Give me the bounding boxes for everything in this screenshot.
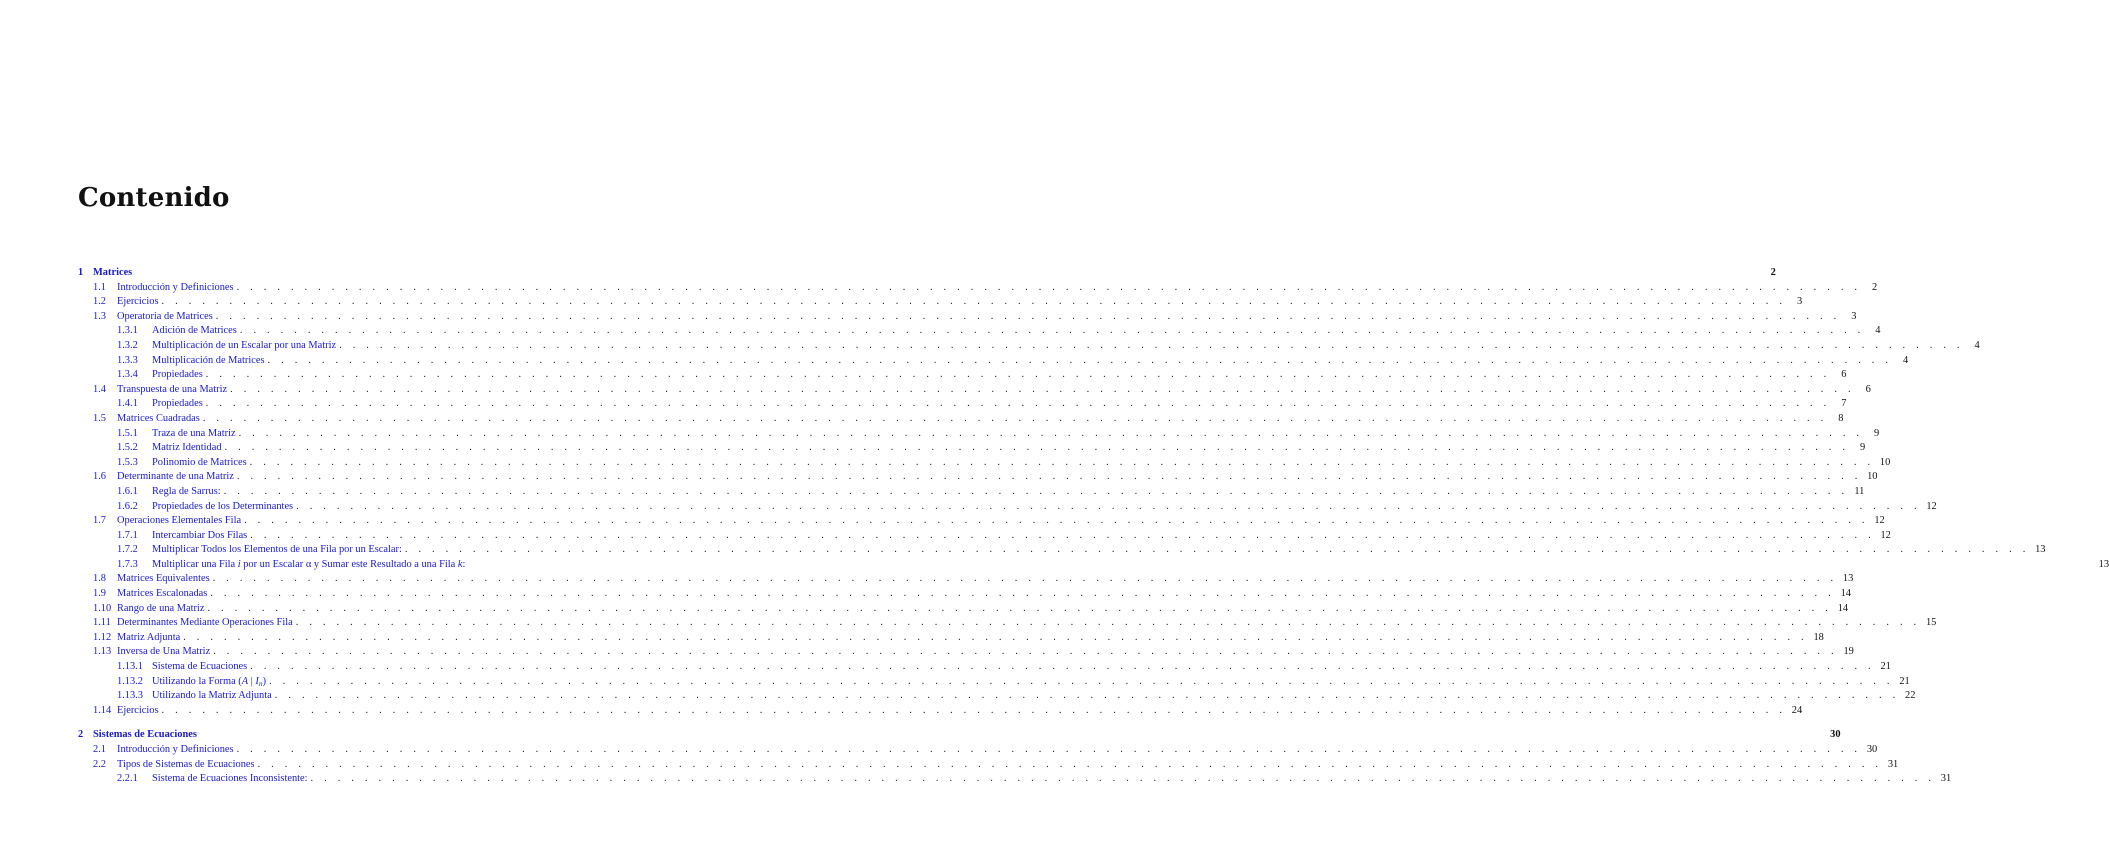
toc-entry-title: Introducción y Definiciones [117,281,234,293]
toc-entry-page: 3 [1796,296,1803,308]
toc-entry-number: 1.5.3 [117,456,138,468]
dot-leader: . . . . . . . . . . . . . . . . . . . . . . . . . . . . . . . . . . . . . . . . . . . . . . . . . . . . . . . . . . . . . . . . . . . . . . . . . . . . . . . . . . . . . . . . . . . . . . . . . . . . . . . . . . . . . . . . . . . . . . . . [161,296,1787,308]
toc-entry-title: Matriz Adjunta [117,631,181,643]
toc-entry-page: 9 [1859,442,1866,454]
dot-leader: . . . . . . . . . . . . . . . . . . . . . . . . . . . . . . . . . . . . . . . . . . . . . . . . . . . . . . . . . . . . . . . . . . . . . . . . . . . . . . . . . . . . . . . . . . . . . . . . . . . . . . . . . . . . . . . . . . . . . . . . [207,602,1833,614]
toc-entry-page: 8 [1838,412,1844,424]
toc-section-entry[interactable] [78,368,1847,383]
toc-section-entry[interactable] [78,441,1866,456]
toc-entry-title: Propiedades [152,369,203,381]
toc-entry-page: 24 [1791,704,1803,716]
toc-title-part: por un Escalar α y Sumar este Resultado a una Fila [240,558,458,570]
dot-leader: . . . . . . . . . . . . . . . . . . . . . . . . . . . . . . . . . . . . . . . . . . . . . . . . . . . . . . . . . . . . . . . . . . . . . . . . . . . . . . . . . . . . . . . . . . . . . . . . . . . . . . . . . . . . . . . . . . . . . . . . [205,369,1831,381]
dot-leader: . . . . . . . . . . . . . . . . . . . . . . . . . . . . . . . . . . . . . . . . . . . . . . . . . . . . . . . . . . . . . . . . . . . . . . . . . . . . . . . . . . . . . . . . . . . . . . . . . . . . . . . . . . . . . . . . . . . . . . . . [250,529,1875,541]
toc-section-entry[interactable] [78,704,1803,719]
toc-entry-title: Operaciones Elementales Fila [117,515,242,527]
toc-entry-page: 12 [1874,515,1885,527]
toc-section-entry[interactable] [78,281,1878,296]
toc-section-entry[interactable] [78,412,1844,427]
toc-title-part: i [237,558,241,570]
dot-leader: . . . . . . . . . . . . . . . . . . . . . . . . . . . . . . . . . . . . . . . . . . . . . . . . . . . . . . . . . . . . . . . . . . . . . . . . . . . . . . . . . . . . . . . . . . . . . . . . . . . . . . . . . . . . . . . . . . . . . . . . [404,544,2030,556]
toc-entry-page: 13 [2098,558,2109,570]
toc-entry-page: 13 [1842,573,1854,585]
toc-entry-title: Matrices Cuadradas [117,412,200,424]
toc-section-entry[interactable] [78,514,1885,529]
toc-entry-number: 1.13.2 [117,675,143,687]
toc-entry-title: Sistema de Ecuaciones [152,661,248,673]
toc-entry-title: Inversa de Una Matriz [117,646,211,658]
toc-entry-number: 1.7.1 [117,529,138,541]
toc-entry-number: 1.3.3 [117,354,138,366]
toc-entry-title: Multiplicar Todos los Elementos de una Fila por un Escalar: [152,544,402,556]
dot-leader: . . . . . . . . . . . . . . . . . . . . . . . . . . . . . . . . . . . . . . . . . . . . . . . . . . . . . . . . . . . . . . . . . . . . . . . . . . . . . . . . . . . . . . . . . . . . . . . . . . . . . . . . . . . . . . . . . . . . . . . . [215,310,1841,322]
toc-entry-title: Transpuesta de una Matriz [117,383,228,395]
dot-leader: . . . . . . . . . . . . . . . . . . . . . . . . . . . . . . . . . . . . . . . . . . . . . . . . . . . . . . . . . . . . . . . . . . . . . . . . . . . . . . . . . . . . . . . . . . . . . . . . . . . . . . . . . . . . . . . . . . . . . . . . [202,412,1828,424]
toc-entry-number: 1.6 [93,471,106,483]
dot-leader: . . . . . . . . . . . . . . . . . . . . . . . . . . . . . . . . . . . . . . . . . . . . . . . . . . . . . . . . . . . . . . . . . . . . . . . . . . . . . . . . . . . . . . . . . . . . . . . . . . . . . . . . . . . . . . . . . . . . . . . . [236,744,1862,755]
toc-entry-page: 13 [2035,544,2046,556]
toc-section-entry[interactable] [78,660,1891,675]
toc-entry-title: Matrices Escalonadas [117,588,208,600]
toc-entry-page: 15 [1925,617,1937,629]
toc-entry-page: 14 [1837,602,1849,614]
toc-entry-number: 1.7.2 [117,544,138,556]
dot-leader: . . . . . . . . . . . . . . . . . . . . . . . . . . . . . . . . . . . . . . . . . . . . . . . . . . . . . . . . . . . . . . . . . . . . . . . . . . . . . . . . . . . . . . . . . . . . . . . . . . . . . . . . . . . . . . . . . . . . . . . . [249,456,1875,468]
toc-section-entry[interactable] [78,310,1857,325]
toc-title-part: : [462,558,466,570]
toc-entry-page: 30 [1866,744,1878,755]
toc-entry-number: 1.13.3 [117,690,143,702]
toc-section-entry[interactable] [78,616,1937,631]
toc-entry-title: Multiplicación de Matrices [152,354,265,366]
toc-entry-title: Ejercicios [117,704,159,716]
toc-entry-page: 4 [1902,354,1909,366]
toc-section-entry[interactable] [78,743,1878,758]
toc-entry-title: Traza de una Matriz [152,427,236,439]
toc-entry-page: 7 [1841,398,1847,410]
toc-entry-number: 1.9 [93,588,106,600]
toc-section-entry[interactable] [78,689,1916,704]
toc-section-entry[interactable] [78,645,1854,660]
toc-entry-title: Utilizando la Matriz Adjunta [152,690,272,702]
dot-leader: . . . . . . . . . . . . . . . . . . . . . . . . . . . . . . . . . . . . . . . . . . . . . . . . . . . . . . . . . . . . . . . . . . . . . . . . . . . . . . . . . . . . . . . . . . . . . . . . . . . . . . . . . . . . . . . . . . . . . . . . [310,773,1936,785]
toc-section-entry[interactable] [78,758,1899,773]
toc-section-entry[interactable] [78,572,1854,587]
dot-leader: . . . . . . . . . . . . . . . . . . . . . . . . . . . . . . . . . . . . . . . . . . . . . . . . . . . . . . . . . . . . . . . . . . . . . . . . . . . . . . . . . . . . . . . . . . . . . . . . . . . . . . . . . . . . . . . . . . . . . . . . [296,500,1921,512]
toc-entry-title: Matrices [93,267,133,278]
toc-entry-title: Tipos de Sistemas de Ecuaciones [117,758,255,770]
toc-section-entry[interactable] [78,295,1803,310]
toc-title-part: n [258,678,263,688]
toc-entry-number: 1.11 [93,617,111,629]
toc-entry-page: 6 [1841,369,1847,381]
toc-entry-number: 1.7.3 [117,558,138,570]
toc-entry-page: 31 [1887,758,1899,770]
toc-entry-number: 1.3.1 [117,325,138,337]
toc-entry-number: 1.7 [93,515,106,527]
dot-leader: . . . . . . . . . . . . . . . . . . . . . . . . . . . . . . . . . . . . . . . . . . . . . . . . . . . . . . . . . . . . . . . . . . . . . . . . . . . . . . . . . . . . . . . . . . . . . . . . . . . . . . . . . . . . . . . . . . . . . . . . [269,675,1894,687]
dot-leader: . . . . . . . . . . . . . . . . . . . . . . . . . . . . . . . . . . . . . . . . . . . . . . . . . . . . . . . . . . . . . . . . . . . . . . . . . . . . . . . . . . . . . . . . . . . . . . . . . . . . . . . . . . . . . . . . . . . . . . . . [236,471,1862,483]
toc-entry-page: 14 [1840,588,1851,600]
toc-title-part: k [457,558,463,570]
toc-section-entry[interactable] [78,485,1865,500]
table-of-contents [78,266,2109,787]
toc-entry-page: 4 [1875,325,1881,337]
toc-entry-page: 9 [1874,427,1880,439]
toc-entry-number: 1.5 [93,412,106,424]
toc-section-entry[interactable] [78,500,1937,515]
toc-entry-title [152,558,468,573]
toc-section-entry[interactable] [78,543,2046,558]
toc-entry-number: 1.5.2 [117,442,138,454]
toc-entry-number: 2.2.1 [117,773,138,785]
toc-entry-number: 1.2 [93,296,106,308]
dot-leader: . . . . . . . . . . . . . . . . . . . . . . . . . . . . . . . . . . . . . . . . . . . . . . . . . . . . . . . . . . . . . . . . . . . . . . . . . . . . . . . . . . . . . . . . . . . . . . . . . . . . . . . . . . . . . . . . . . . . . . . . [295,617,1921,629]
toc-entry-title: Sistemas de Ecuaciones [93,729,197,741]
dot-leader: . . . . . . . . . . . . . . . . . . . . . . . . . . . . . . . . . . . . . . . . . . . . . . . . . . . . . . . . . . . . . . . . . . . . . . . . . . . . . . . . . . . . . . . . . . . . . . . . . . . . . . . . . . . . . . . . . . . . . . . . [267,354,1893,366]
dot-leader: . . . . . . . . . . . . . . . . . . . . . . . . . . . . . . . . . . . . . . . . . . . . . . . . . . . . . . . . . . . . . . . . . . . . . . . . . . . . . . . . . . . . . . . . . . . . . . . . . . . . . . . . . . . . . . . . . . . . . . . . [205,398,1831,410]
toc-entry-number: 1.12 [93,631,112,643]
dot-leader: . . . . . . . . . . . . . . . . . . . . . . . . . . . . . . . . . . . . . . . . . . . . . . . . . . . . . . . . . . . . . . . . . . . . . . . . . . . . . . . . . . . . . . . . . . . . . . . . . . . . . . . . . . . . . . . . . . . . . . . . [339,339,1964,351]
toc-section-entry[interactable] [78,772,1952,787]
toc-entry-page: 21 [1899,675,1910,687]
toc-entry-title: Intercambiar Dos Filas [152,529,248,541]
dot-leader: . . . . . . . . . . . . . . . . . . . . . . . . . . . . . . . . . . . . . . . . . . . . . . . . . . . . . . . . . . . . . . . . . . . . . . . . . . . . . . . . . . . . . . . . . . . . . . . . . . . . . . . . . . . . . . . . . . . . . . . . [238,427,1864,439]
dot-leader: . . . . . . . . . . . . . . . . . . . . . . . . . . . . . . . . . . . . . . . . . . . . . . . . . . . . . . . . . . . . . . . . . . . . . . . . . . . . . . . . . . . . . . . . . . . . . . . . . . . . . . . . . . . . . . . . . . . . . . . . [257,758,1883,770]
toc-title-part: Multiplicar una Fila [152,558,238,570]
toc-entry-title: Matrices Equivalentes [117,573,210,585]
toc-section-entry[interactable] [78,354,1909,369]
toc-title-part: Utilizando la Forma ( [152,675,242,687]
dot-leader: . . . . . . . . . . . . . . . . . . . . . . . . . . . . . . . . . . . . . . . . . . . . . . . . . . . . . . . . . . . . . . . . . . . . . . . . . . . . . . . . . . . . . . . . . . . . . . . . . . . . . . . . . . . . . . . . . . . . . . . . [223,485,1849,497]
toc-entry-page: 4 [1974,339,1980,351]
dot-leader: . . . . . . . . . . . . . . . . . . . . . . . . . . . . . . . . . . . . . . . . . . . . . . . . . . . . . . . . . . . . . . . . . . . . . . . . . . . . . . . . . . . . . . . . . . . . . . . . . . . . . . . . . . . . . . . . . . . . . . . . [213,646,1838,658]
toc-entry-title: Propiedades [152,398,203,410]
toc-entry-title: Matriz Identidad [152,442,222,454]
dot-leader: . . . . . . . . . . . . . . . . . . . . . . . . . . . . . . . . . . . . . . . . . . . . . . . . . . . . . . . . . . . . . . . . . . . . . . . . . . . . . . . . . . . . . . . . . . . . . . . . . . . . . . . . . . . . . . . . . . . . . . . . [230,383,1855,395]
toc-entry-number: 1.1 [93,281,106,293]
toc-entry-page: 22 [1905,690,1916,702]
toc-section-entry[interactable] [78,587,1851,602]
toc-entry-title: Operatoria de Matrices [117,310,213,322]
dot-leader: . . . . . . . . . . . . . . . . . . . . . . . . . . . . . . . . . . . . . . . . . . . . . . . . . . . . . . . . . . . . . . . . . . . . . . . . . . . . . . . . . . . . . . . . . . . . . . . . . . . . . . . . . . . . . . . . . . . . . . . . [212,573,1838,585]
dot-leader: . . . . . . . . . . . . . . . . . . . . . . . . . . . . . . . . . . . . . . . . . . . . . . . . . . . . . . . . . . . . . . . . . . . . . . . . . . . . . . . . . . . . . . . . . . . . . . . . . . . . . . . . . . . . . . . . . . . . . . . . [210,588,1835,600]
toc-section-entry[interactable] [78,339,1980,354]
toc-section-entry[interactable] [78,558,2109,573]
toc-section-entry[interactable] [78,383,1871,398]
toc-entry-number: 1.5.1 [117,427,138,439]
page-title: Contenido [78,183,230,213]
dot-leader: . . . . . . . . . . . . . . . . . . . . . . . . . . . . . . . . . . . . . . . . . . . . . . . . . . . . . . . . . . . . . . . . . . . . . . . . . . . . . . . . . . . . . . . . . . . . . . . . . . . . . . . . . . . . . . . . . . . . . . . . [239,325,1865,337]
dot-leader: . . . . . . . . . . . . . . . . . . . . . . . . . . . . . . . . . . . . . . . . . . . . . . . . . . . . . . . . . . . . . . . . . . . . . . . . . . . . . . . . . . . . . . . . . . . . . . . . . . . . . . . . . . . . . . . . . . . . . . . . [236,281,1862,293]
toc-section-entry[interactable] [78,602,1849,617]
toc-entry-page: 19 [1843,646,1854,658]
toc-entry-page: 11 [1854,485,1865,497]
toc-entry-page: 12 [1926,500,1937,512]
toc-chapter-entry[interactable] [78,728,1841,743]
toc-title-part: I [255,675,259,687]
dot-leader: . . . . . . . . . . . . . . . . . . . . . . . . . . . . . . . . . . . . . . . . . . . . . . . . . . . . . . . . . . . . . . . . . . . . . . . . . . . . . . . . . . . . . . . . . . . . . . . . . . . . . . . . . . . . . . . . . . . . . . . . [250,661,1875,673]
toc-entry-number: 1.6.2 [117,500,138,512]
toc-entry-title: Propiedades de los Determinantes [152,500,294,512]
toc-entry-number: 1.4.1 [117,398,138,410]
toc-entry-page: 2 [1872,281,1878,293]
toc-entry-number: 2.2 [93,758,106,770]
toc-section-entry[interactable] [78,675,1910,690]
toc-entry-number: 1.8 [93,573,106,585]
dot-leader: . . . . . . . . . . . . . . . . . . . . . . . . . . . . . . . . . . . . . . . . . . . . . . . . . . . . . . . . . . . . . . . . . . . . . . . . . . . . . . . . . . . . . . . . . . . . . . . . . . . . . . . . . . . . . . . . . . . . . . . . [274,690,1900,702]
toc-entry-number: 2.1 [93,744,106,755]
toc-entry-page: 10 [1879,456,1891,468]
dot-leader: . . . . . . . . . . . . . . . . . . . . . . . . . . . . . . . . . . . . . . . . . . . . . . . . . . . . . . . . . . . . . . . . . . . . . . . . . . . . . . . . . . . . . . . . . . . . . . . . . . . . . . . . . . . . . . . . . . . . . . . . [244,515,1869,527]
toc-entry-title: Determinantes Mediante Operaciones Fila [117,617,293,629]
toc-section-entry[interactable] [78,631,1824,646]
toc-entry-page: 31 [1940,773,1952,785]
toc-section-entry[interactable] [78,456,1891,471]
toc-chapter-entry[interactable] [78,266,1776,281]
dot-leader: . . . . . . . . . . . . . . . . . . . . . . . . . . . . . . . . . . . . . . . . . . . . . . . . . . . . . . . . . . . . . . . . . . . . . . . . . . . . . . . . . . . . . . . . . . . . . . . . . . . . . . . . . . . . . . . . . . . . . . . . [224,442,1850,454]
toc-section-entry[interactable] [78,470,1878,485]
toc-entry-page: 2 [1770,267,1776,278]
toc-entry-number: 1.10 [93,602,112,614]
toc-entry-number: 1.13.1 [117,661,143,673]
toc-entry-title: Polinomio de Matrices [152,456,247,468]
toc-entry-number: 1.6.1 [117,485,138,497]
toc-entry-number: 1 [78,267,84,278]
toc-title-part: ) [262,675,267,687]
toc-section-entry[interactable] [78,324,1881,339]
toc-entry-page: 12 [1880,529,1891,541]
toc-section-entry[interactable] [78,529,1891,544]
toc-entry-title: Introducción y Definiciones [117,744,234,755]
toc-entry-number: 1.3.2 [117,339,138,351]
toc-entry-page: 18 [1813,631,1824,643]
toc-entry-number: 1.3 [93,310,106,322]
toc-entry-title: Adición de Matrices [152,325,237,337]
toc-entry-title: Ejercicios [117,296,159,308]
dot-leader: . . . . . . . . . . . . . . . . . . . . . . . . . . . . . . . . . . . . . . . . . . . . . . . . . . . . . . . . . . . . . . . . . . . . . . . . . . . . . . . . . . . . . . . . . . . . . . . . . . . . . . . . . . . . . . . . . . . . . . . . [183,631,1808,643]
toc-entry-number: 1.3.4 [117,369,138,381]
toc-entry-page: 3 [1851,310,1857,322]
toc-entry-page: 30 [1830,729,1841,741]
toc-entry-title: Multiplicación de un Escalar por una Matriz [152,339,337,351]
toc-entry-title: Regla de Sarrus: [152,485,221,497]
toc-entry-number: 1.14 [93,704,112,716]
dot-leader: . . . . . . . . . . . . . . . . . . . . . . . . . . . . . . . . . . . . . . . . . . . . . . . . . . . . . . . . . . . . . . . . . . . . . . . . . . . . . . . . . . . . . . . . . . . . . . . . . . . . . . . . . . . . . . . . . . . . . . . . [161,704,1787,716]
toc-entry-page: 10 [1867,471,1878,483]
toc-title-part: A [241,675,249,687]
toc-entry-number: 1.4 [93,383,106,395]
toc-entry-page: 21 [1880,661,1891,673]
toc-entry-title: Sistema de Ecuaciones Inconsistente: [152,773,308,785]
toc-title-part: | [248,675,256,687]
toc-entry-title: Determinante de una Matriz [117,471,234,483]
toc-section-entry[interactable] [78,427,1880,442]
toc-entry-page: 6 [1865,383,1871,395]
toc-entry-number: 2 [78,729,84,741]
toc-section-entry[interactable] [78,397,1847,412]
toc-entry-title: Rango de una Matriz [117,602,205,614]
toc-entry-number: 1.13 [93,646,112,658]
